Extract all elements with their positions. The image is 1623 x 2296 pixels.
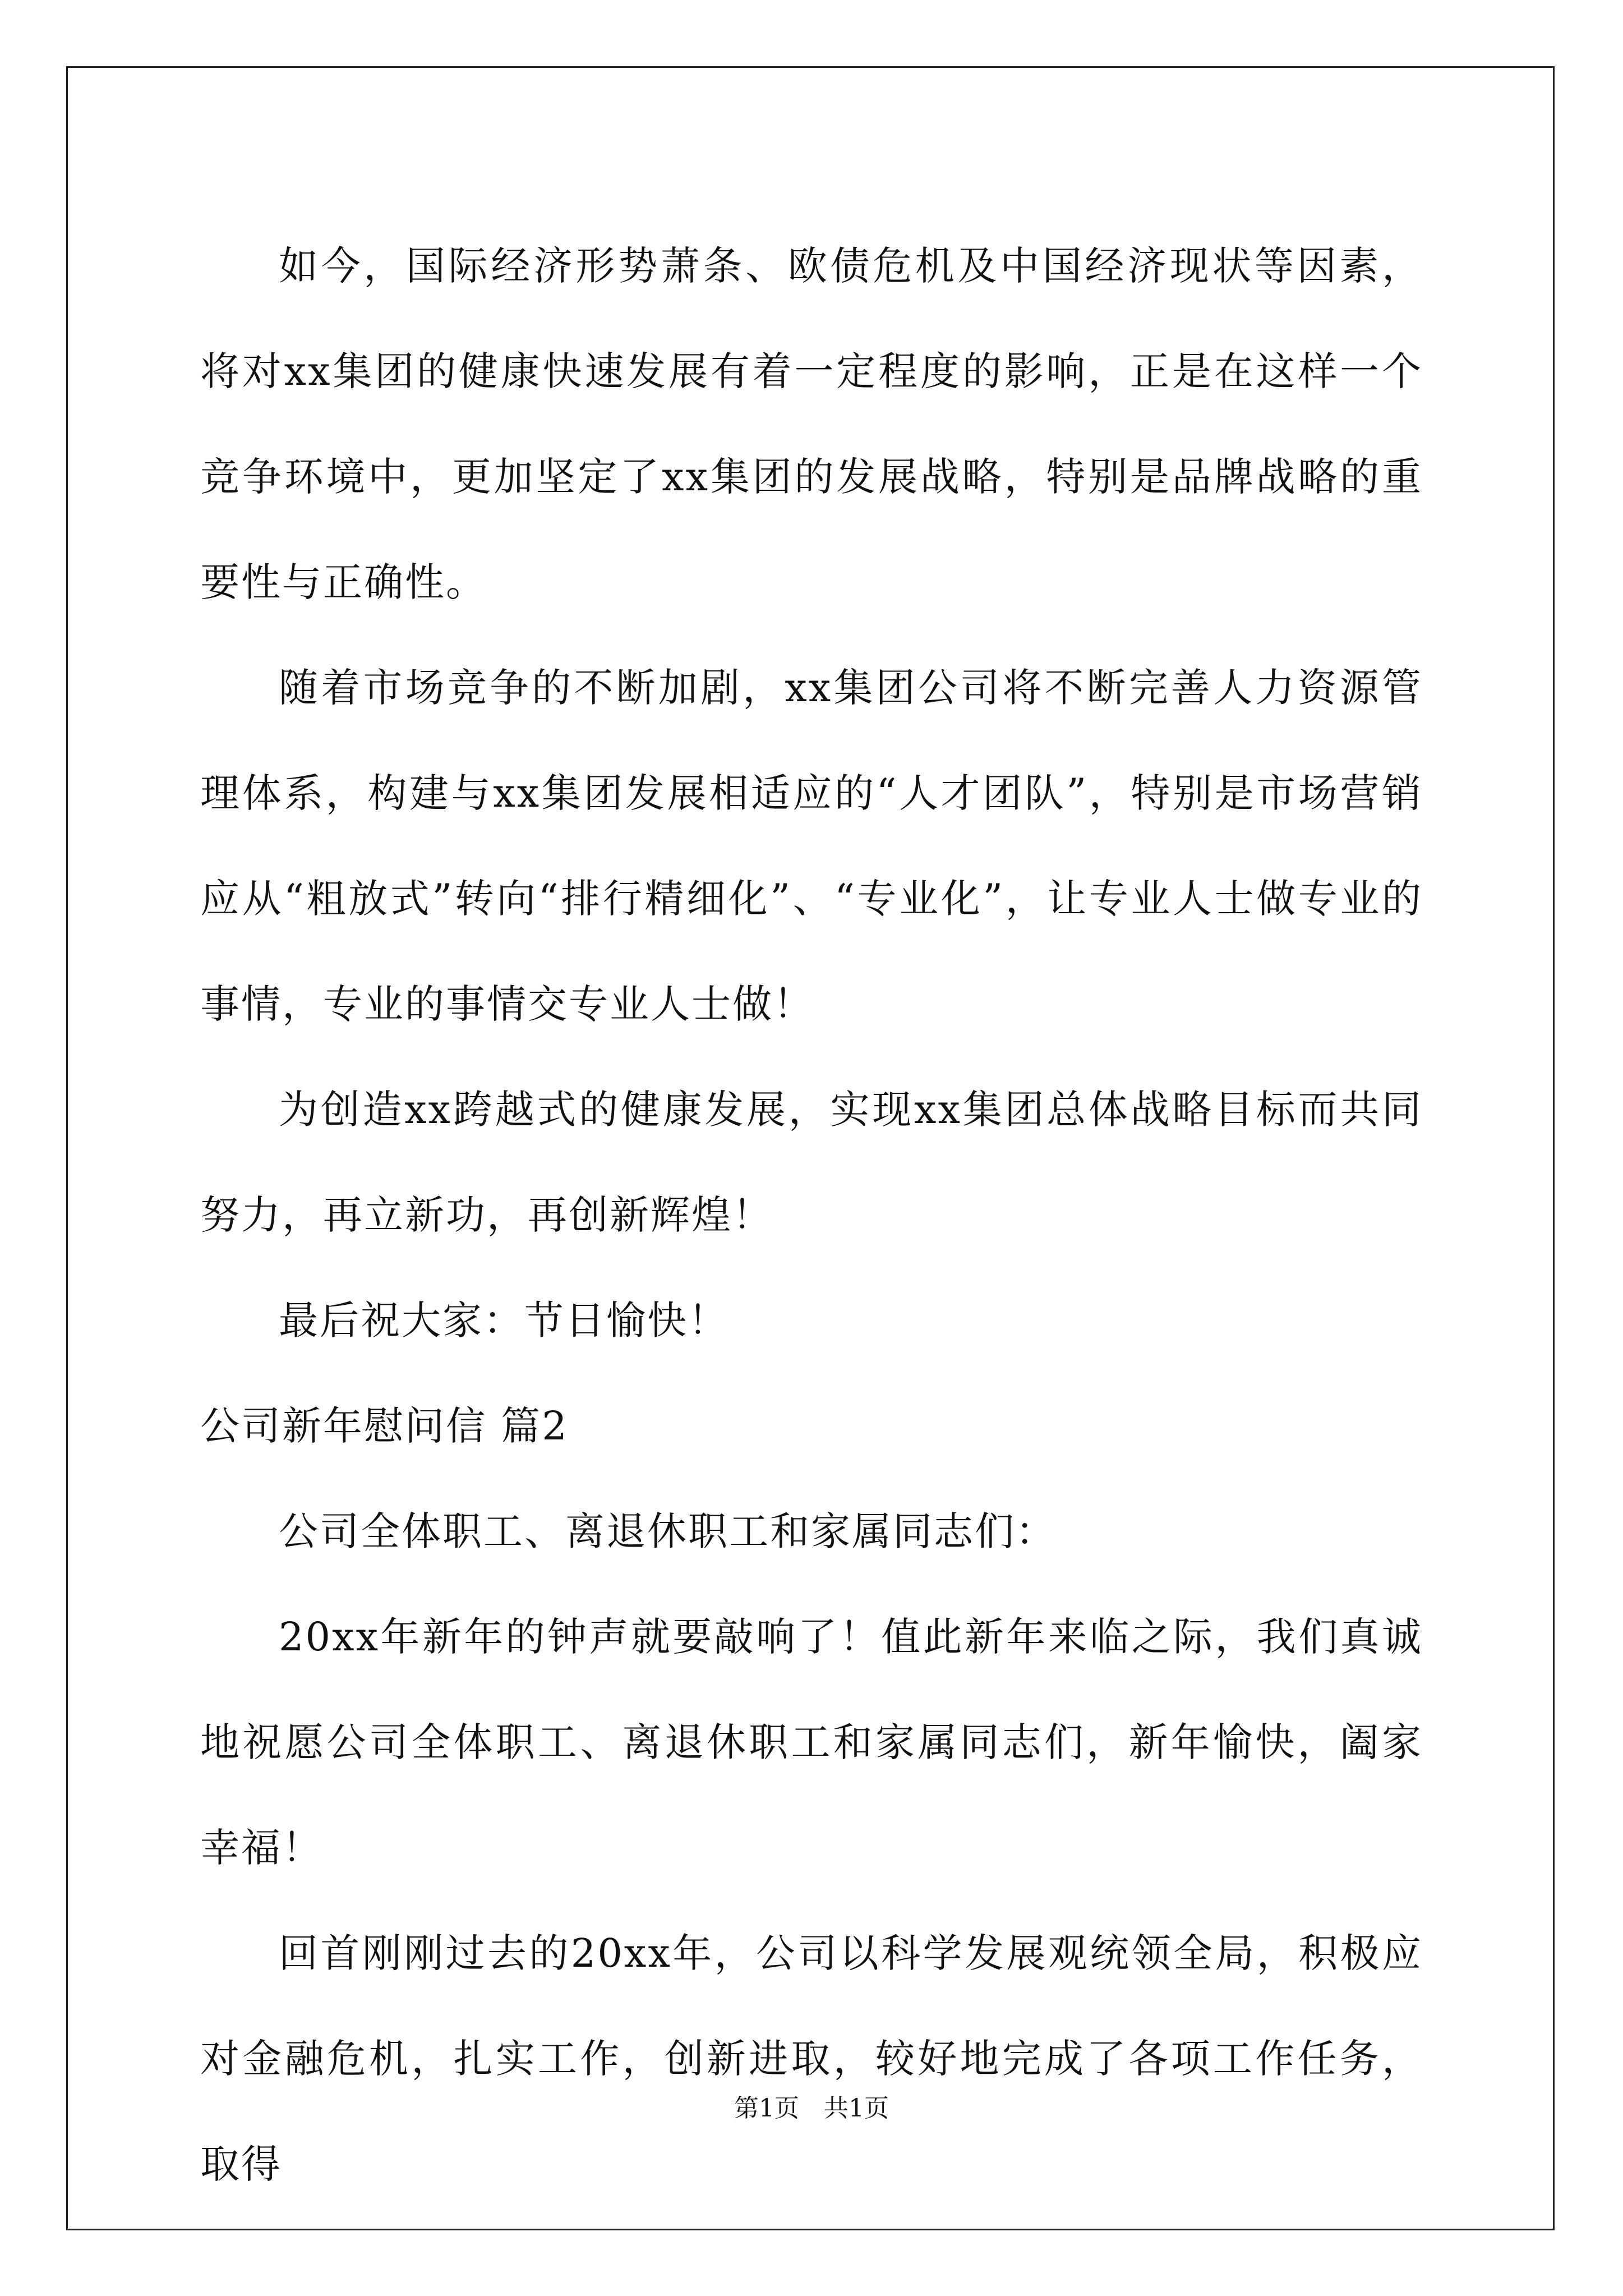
document-body xyxy=(200,213,1423,2217)
paragraph-4: 最后祝大家：节日愉快！ xyxy=(279,1297,729,1343)
page-footer: 第1页 共1页 xyxy=(734,2094,889,2123)
salutation: 公司全体职工、离退休职工和家属同志们： xyxy=(279,1508,1057,1554)
paragraph-1: 如今，国际经济形势萧条、欧债危机及中国经济现状等因素，将对xx集团的健康快速发展有着一定程度的影响，正是在这样一个竞争环境中，更加坚定了xx集团的发展战略，特别是品牌战略的重要性与正确性。 xyxy=(200,243,1423,605)
paragraph-2: 随着市场竞争的不断加剧，xx集团公司将不断完善人力资源管理体系，构建与xx集团发展相适应的“人才团队”，特别是市场营销应从“粗放式”转向“排行精细化”、“专业化”，让专业人士做专业的事情，专业的事情交专业人士做！ xyxy=(200,665,1423,1027)
paragraph-6: 回首刚刚过去的20xx年，公司以科学发展观统领全局，积极应对金融危机，扎实工作，创新进取，较好地完成了各项工作任务，取得 xyxy=(200,1930,1423,2187)
paragraph-5: 20xx年新年的钟声就要敲响了！值此新年来临之际，我们真诚地祝愿公司全体职工、离退休职工和家属同志们，新年愉快，阖家幸福！ xyxy=(200,1614,1423,1871)
paragraph-3: 为创造xx跨越式的健康发展，实现xx集团总体战略目标而共同努力，再立新功，再创新辉煌！ xyxy=(200,1087,1423,1238)
section-heading: 公司新年慰问信 篇2 xyxy=(200,1403,569,1449)
